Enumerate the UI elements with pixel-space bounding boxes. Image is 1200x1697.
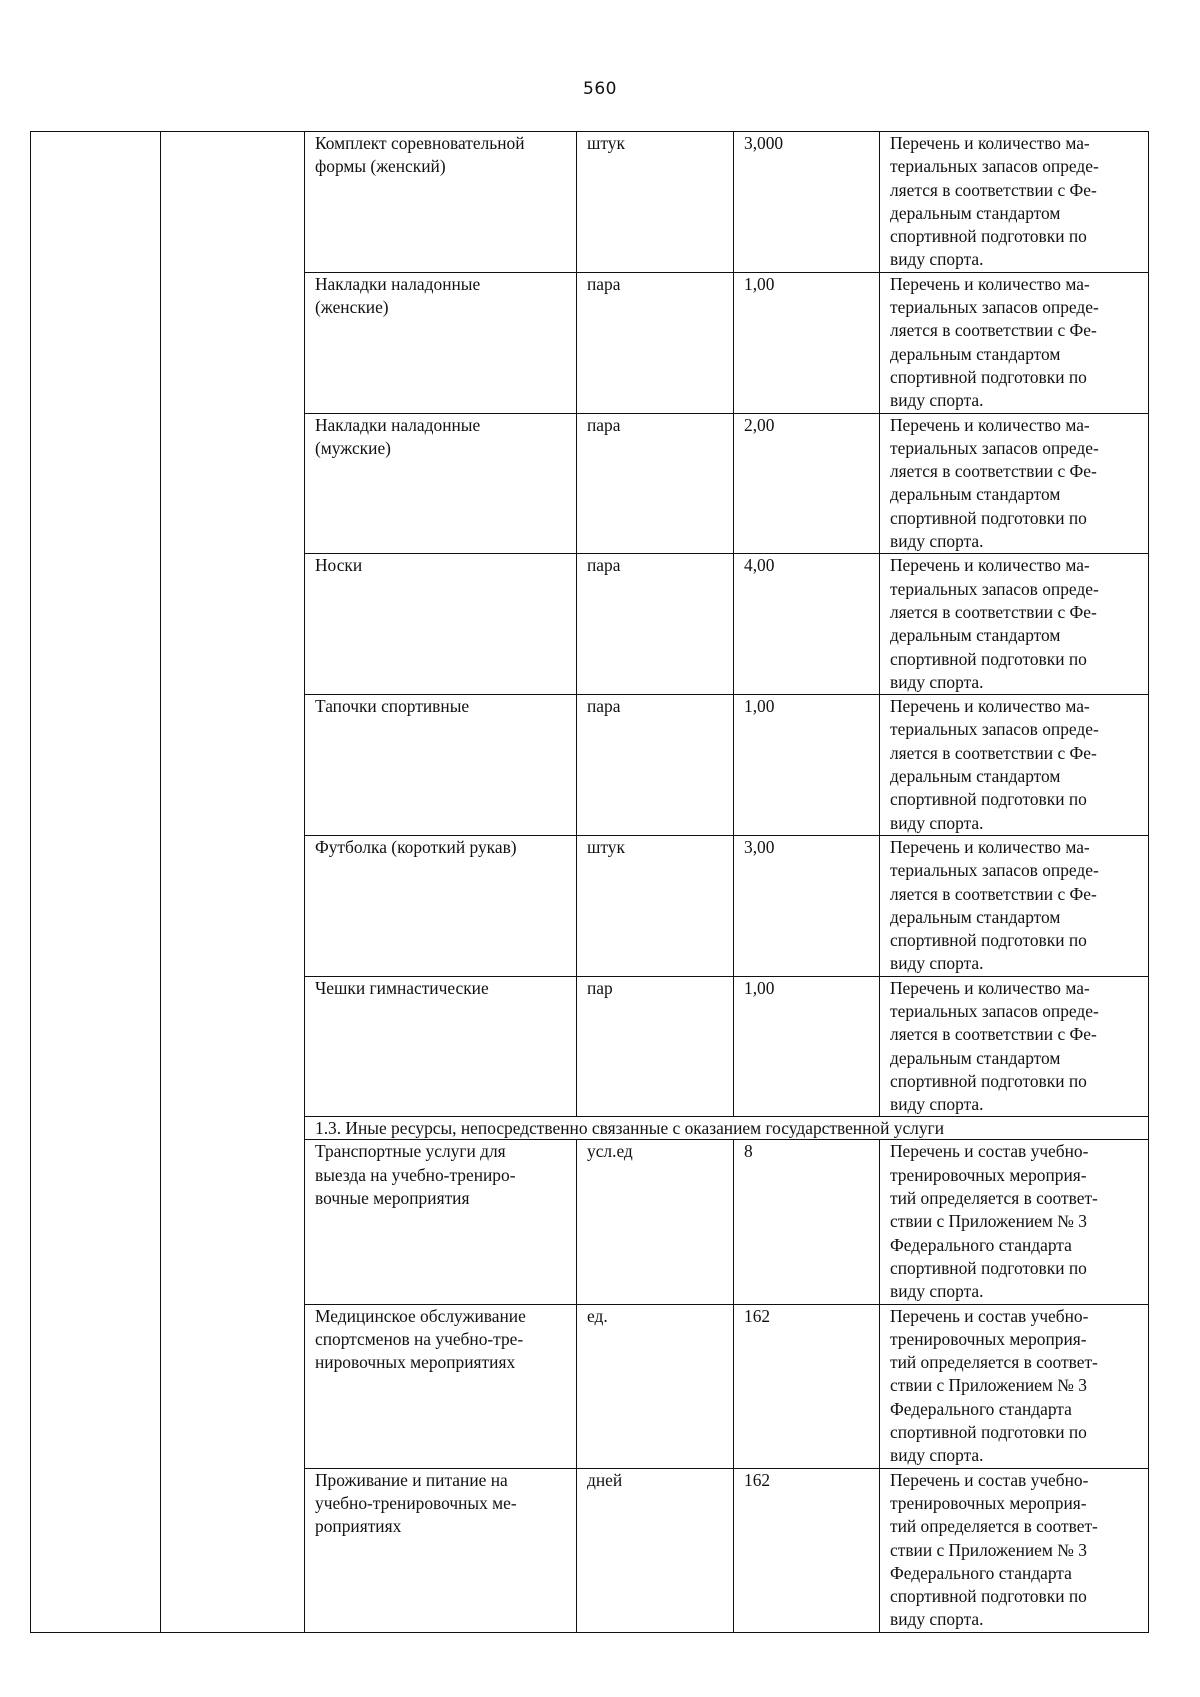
description-cell-line: виду спорта.	[890, 249, 984, 270]
unit-cell: пара	[577, 554, 734, 695]
description-cell-line: тренировочных мероприя-	[890, 1164, 1087, 1185]
table-row	[31, 132, 1149, 273]
description-cell-line: спортивной подготовки по	[890, 1422, 1087, 1443]
description-cell-line: Перечень и количество ма-	[890, 273, 1090, 294]
resource-name-cell	[305, 1140, 577, 1304]
description-cell-line: Перечень и количество ма-	[890, 696, 1090, 717]
description-cell-line: виду спорта.	[890, 671, 984, 692]
description-cell-line: деральным стандартом	[890, 766, 1061, 787]
resource-name-cell-line: Проживание и питание на	[315, 1469, 508, 1490]
description-cell-line: спортивной подготовки по	[890, 789, 1087, 810]
resource-name-cell	[305, 554, 577, 695]
description-cell-line: ляется в соответствии с Фе-	[890, 742, 1097, 763]
description-cell-line: спортивной подготовки по	[890, 366, 1087, 387]
description-cell-line: тренировочных мероприя-	[890, 1492, 1087, 1513]
resource-name-cell-line: Футболка (короткий рукав)	[315, 836, 517, 857]
resource-name-cell	[305, 1468, 577, 1632]
quantity-cell: 162	[734, 1468, 880, 1632]
description-cell	[880, 1468, 1149, 1632]
blank-cell-second	[161, 132, 305, 1633]
description-cell-line: виду спорта.	[890, 1281, 984, 1302]
description-cell	[880, 272, 1149, 413]
description-cell-line: деральным стандартом	[890, 906, 1061, 927]
resource-name-cell-line: (мужские)	[315, 437, 391, 458]
quantity-cell: 4,00	[734, 554, 880, 695]
description-cell-line: деральным стандартом	[890, 625, 1061, 646]
resource-name-cell-line: Тапочки спортивные	[315, 696, 470, 717]
resource-name-cell	[305, 132, 577, 273]
unit-cell: дней	[577, 1468, 734, 1632]
resource-name-cell	[305, 413, 577, 554]
unit-cell: пара	[577, 413, 734, 554]
description-cell-line: спортивной подготовки по	[890, 1257, 1087, 1278]
description-cell-line: Перечень и количество ма-	[890, 836, 1090, 857]
description-cell-line: Перечень и состав учебно-	[890, 1469, 1089, 1490]
quantity-cell: 1,00	[734, 272, 880, 413]
description-cell-line: виду спорта.	[890, 812, 984, 833]
description-cell-line: Федерального стандарта	[890, 1398, 1072, 1419]
description-cell-line: ляется в соответствии с Фе-	[890, 179, 1097, 200]
description-cell	[880, 695, 1149, 836]
quantity-cell: 2,00	[734, 413, 880, 554]
page-number: 560	[583, 79, 617, 99]
description-cell-line: териальных запасов опреде-	[890, 719, 1099, 740]
quantity-cell: 1,00	[734, 976, 880, 1117]
resource-name-cell-line: вочные мероприятия	[315, 1188, 470, 1209]
description-cell	[880, 554, 1149, 695]
description-cell-line: деральным стандартом	[890, 343, 1061, 364]
resource-name-cell	[305, 976, 577, 1117]
description-cell-line: ствии с Приложением № 3	[890, 1211, 1087, 1232]
quantity-cell: 3,00	[734, 835, 880, 976]
blank-cell-left	[31, 132, 161, 1633]
quantity-cell: 8	[734, 1140, 880, 1304]
description-cell-line: Федерального стандарта	[890, 1234, 1072, 1255]
description-cell-line: спортивной подготовки по	[890, 1070, 1087, 1091]
unit-cell: ед.	[577, 1304, 734, 1468]
resource-name-cell	[305, 1304, 577, 1468]
description-cell-line: виду спорта.	[890, 390, 984, 411]
description-cell-line: Перечень и количество ма-	[890, 977, 1090, 998]
description-cell-line: виду спорта.	[890, 1609, 984, 1630]
description-cell-line: Перечень и количество ма-	[890, 414, 1090, 435]
description-cell-line: спортивной подготовки по	[890, 1586, 1087, 1607]
section-heading: 1.3. Иные ресурсы, непосредственно связанные с оказанием государственной услуги	[305, 1117, 1149, 1140]
description-cell-line: ляется в соответствии с Фе-	[890, 883, 1097, 904]
description-cell-line: виду спорта.	[890, 1094, 984, 1115]
description-cell-line: тий определяется в соответ-	[890, 1516, 1098, 1537]
resource-name-cell-line: Накладки наладонные	[315, 273, 481, 294]
unit-cell: пар	[577, 976, 734, 1117]
unit-cell: штук	[577, 132, 734, 273]
resource-name-cell-line: выезда на учебно-трениро-	[315, 1164, 516, 1185]
description-cell-line: деральным стандартом	[890, 484, 1061, 505]
resource-name-cell-line: учебно-тренировочных ме-	[315, 1492, 517, 1513]
resources-table	[30, 131, 1149, 1633]
resource-name-cell-line: роприятиях	[315, 1516, 402, 1537]
description-cell-line: виду спорта.	[890, 953, 984, 974]
resource-name-cell-line: Накладки наладонные	[315, 414, 481, 435]
description-cell-line: деральным стандартом	[890, 202, 1061, 223]
resource-name-cell-line: Комплект соревновательной	[315, 133, 525, 153]
description-cell-line: Перечень и количество ма-	[890, 555, 1090, 576]
description-cell-line: ляется в соответствии с Фе-	[890, 461, 1097, 482]
unit-cell: штук	[577, 835, 734, 976]
description-cell	[880, 976, 1149, 1117]
description-cell-line: спортивной подготовки по	[890, 226, 1087, 247]
description-cell-line: тий определяется в соответ-	[890, 1352, 1098, 1373]
resource-name-cell-line: Чешки гимнастические	[315, 977, 489, 998]
unit-cell: усл.ед	[577, 1140, 734, 1304]
description-cell-line: ствии с Приложением № 3	[890, 1539, 1087, 1560]
resource-name-cell-line: (женские)	[315, 297, 389, 318]
description-cell-line: териальных запасов опреде-	[890, 156, 1099, 177]
description-cell-line: териальных запасов опреде-	[890, 1000, 1099, 1021]
resource-name-cell-line: спортсменов на учебно-тре-	[315, 1328, 524, 1349]
description-cell-line: ляется в соответствии с Фе-	[890, 601, 1097, 622]
resource-name-cell	[305, 272, 577, 413]
description-cell-line: виду спорта.	[890, 531, 984, 552]
description-cell-line: Перечень и состав учебно-	[890, 1305, 1089, 1326]
description-cell-line: ляется в соответствии с Фе-	[890, 1024, 1097, 1045]
resource-name-cell-line: нировочных мероприятиях	[315, 1352, 516, 1373]
description-cell-line: Перечень и состав учебно-	[890, 1141, 1089, 1162]
description-cell-line: териальных запасов опреде-	[890, 437, 1099, 458]
description-cell-line: тий определяется в соответ-	[890, 1188, 1098, 1209]
description-cell-line: Федерального стандарта	[890, 1562, 1072, 1583]
description-cell-line: деральным стандартом	[890, 1047, 1061, 1068]
resource-name-cell	[305, 835, 577, 976]
unit-cell: пара	[577, 695, 734, 836]
description-cell	[880, 1140, 1149, 1304]
quantity-cell: 1,00	[734, 695, 880, 836]
resource-name-cell	[305, 695, 577, 836]
description-cell-line: ствии с Приложением № 3	[890, 1375, 1087, 1396]
description-cell	[880, 413, 1149, 554]
description-cell	[880, 835, 1149, 976]
description-cell-line: спортивной подготовки по	[890, 507, 1087, 528]
description-cell	[880, 1304, 1149, 1468]
unit-cell: пара	[577, 272, 734, 413]
quantity-cell: 162	[734, 1304, 880, 1468]
description-cell-line: териальных запасов опреде-	[890, 297, 1099, 318]
description-cell-line: виду спорта.	[890, 1445, 984, 1466]
description-cell-line: тренировочных мероприя-	[890, 1328, 1087, 1349]
quantity-cell: 3,000	[734, 132, 880, 273]
resource-name-cell-line: Медицинское обслуживание	[315, 1305, 526, 1326]
description-cell-line: териальных запасов опреде-	[890, 860, 1099, 881]
resource-name-cell-line: Носки	[315, 555, 363, 576]
resource-name-cell-line: формы (женский)	[315, 156, 446, 177]
description-cell-line: териальных запасов опреде-	[890, 578, 1099, 599]
description-cell-line: Перечень и количество ма-	[890, 133, 1090, 153]
description-cell-line: спортивной подготовки по	[890, 930, 1087, 951]
description-cell-line: спортивной подготовки по	[890, 648, 1087, 669]
description-cell	[880, 132, 1149, 273]
resource-name-cell-line: Транспортные услуги для	[315, 1141, 506, 1162]
description-cell-line: ляется в соответствии с Фе-	[890, 320, 1097, 341]
